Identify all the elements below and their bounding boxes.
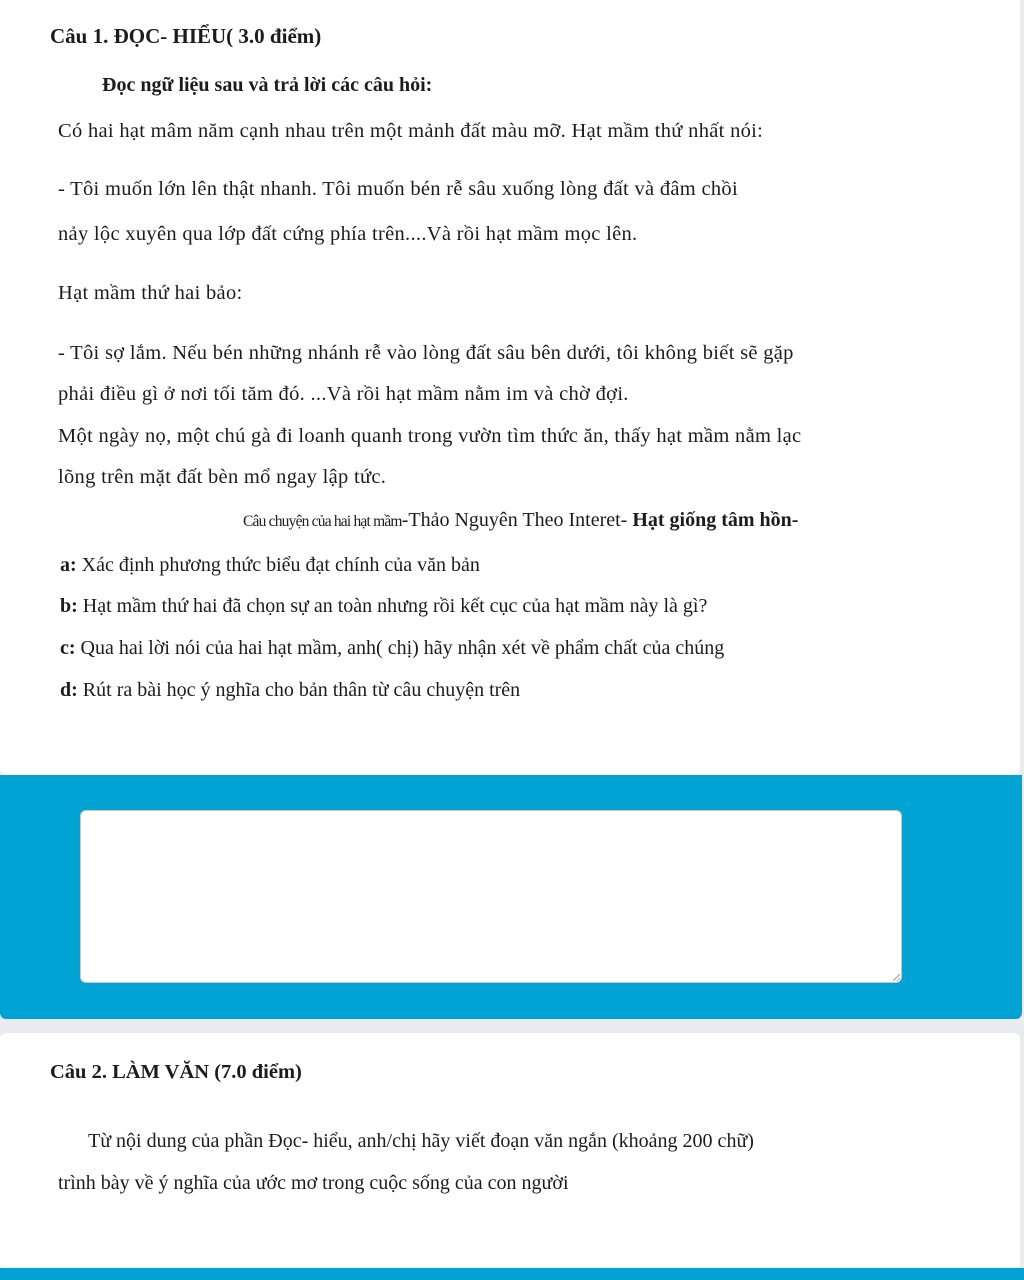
source-author: -Thảo Nguyên Theo Interet- (401, 509, 633, 531)
question-label: d: (60, 679, 78, 701)
passage-line: nảy lộc xuyên qua lớp đất cứng phía trên....Và rồi hạt mầm mọc lên. (58, 223, 638, 245)
passage-line: Một ngày nọ, một chú gà đi loanh quanh trong vườn tìm thức ăn, thấy hạt mầm nằm lạc (58, 425, 802, 447)
resize-grip-icon[interactable] (893, 974, 900, 981)
writing-card (0, 1033, 1020, 1270)
question-label: a: (60, 554, 77, 576)
passage-line: - Tôi muốn lớn lên thật nhanh. Tôi muốn bén rễ sâu xuống lòng đất và đâm chồi (58, 178, 738, 200)
question-text: Xác định phương thức biểu đạt chính của văn bản (76, 554, 480, 576)
question-d (60, 679, 520, 702)
source-citation (243, 509, 798, 532)
question-text: Hạt mầm thứ hai đã chọn sự an toàn nhưng rồi kết cục của hạt mầm này là gì? (77, 595, 708, 617)
question-b (60, 595, 707, 618)
passage-line: phải điều gì ở nơi tối tăm đó. ...Và rồi hạt mầm nằm im và chờ đợi. (58, 383, 629, 405)
next-panel-edge (0, 1268, 1024, 1280)
essay-prompt-line: Từ nội dung của phần Đọc- hiểu, anh/chị hãy viết đoạn văn ngắn (khoảng 200 chữ) (88, 1130, 754, 1152)
section1-instruction: Đọc ngữ liệu sau và trả lời các câu hỏi: (102, 74, 433, 96)
question-text: Qua hai lời nói của hai hạt mầm, anh( chị) hãy nhận xét về phẩm chất của chúng (75, 637, 725, 659)
answer-textarea[interactable] (80, 810, 902, 983)
source-story: Câu chuyện của hai hạt mầm (243, 513, 402, 530)
question-label: b: (60, 595, 78, 617)
question-text: Rút ra bài học ý nghĩa cho bản thân từ câu chuyện trên (77, 679, 521, 701)
source-book: Hạt giống tâm hồn- (632, 509, 799, 531)
passage-line: lõng trên mặt đất bèn mổ ngay lập tức. (58, 466, 387, 488)
passage-line: Hạt mầm thứ hai bảo: (58, 282, 243, 304)
essay-prompt-line: trình bày về ý nghĩa của ước mơ trong cuộc sống của con người (58, 1172, 569, 1194)
passage-line: - Tôi sợ lắm. Nếu bén những nhánh rễ vào lòng đất sâu bên dưới, tôi không biết sẽ gặp (58, 342, 794, 364)
passage-line: Có hai hạt mâm năm cạnh nhau trên một mảnh đất màu mỡ. Hạt mầm thứ nhất nói: (58, 120, 764, 142)
question-a (60, 554, 480, 577)
section2-title: Câu 2. LÀM VĂN (7.0 điểm) (50, 1061, 302, 1083)
question-label: c: (60, 637, 76, 659)
section1-title: Câu 1. ĐỌC- HIỂU( 3.0 điểm) (50, 24, 322, 48)
question-c (60, 637, 724, 660)
